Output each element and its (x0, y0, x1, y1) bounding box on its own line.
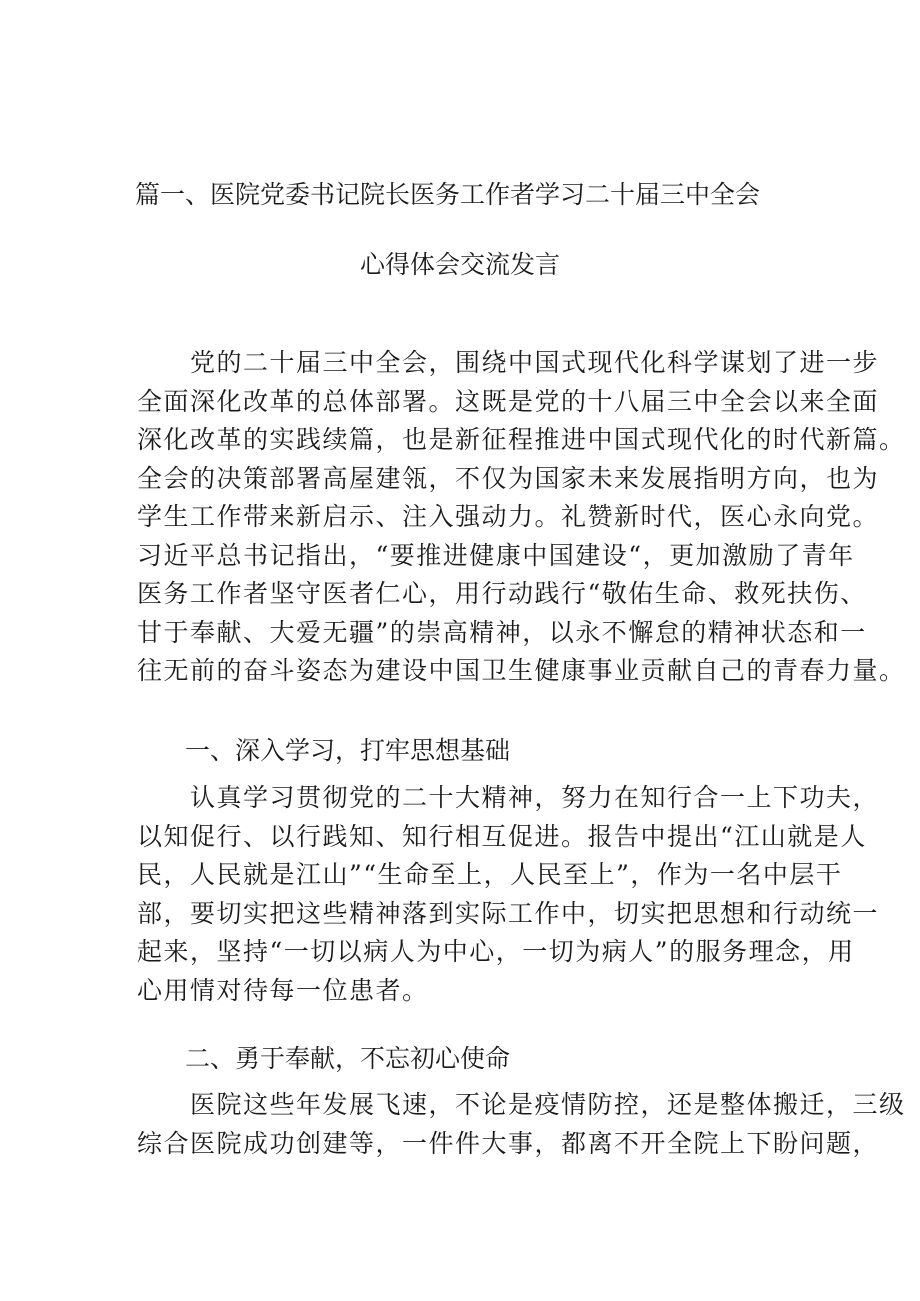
paragraph-line: 深化改革的实践续篇，也是新征程推进中国式现代化的时代新篇。 (137, 425, 906, 454)
paragraph-line: 全面深化改革的总体部署。这既是党的十八届三中全会以来全面 (137, 386, 880, 416)
paragraph-line: 甘于奉献、大爱无疆”的崇高精神，以永不懈怠的精神状态和一 (137, 617, 867, 647)
document-title-line-2: 心得体会交流发言 (359, 250, 560, 279)
paragraph-section-1 (137, 779, 880, 1010)
paragraph-line: 全会的决策部署高屋建瓴，不仅为国家未来发展指明方向，也为 (137, 463, 880, 493)
paragraph-line: 医务工作者坚守医者仁心，用行动践行“敬佑生命、救死扶伤、 (137, 579, 867, 608)
paragraph-intro (137, 344, 906, 691)
paragraph-section-2 (137, 1086, 906, 1163)
paragraph-line: 以知促行、以行践知、知行相互促进。报告中提出“江山就是人 (137, 821, 867, 851)
paragraph-line: 往无前的奋斗姿态为建设中国卫生健康事业贡献自己的青春力量。 (137, 656, 906, 685)
paragraph-line: 部，要切实把这些精神落到实际工作中，切实把思想和行动统一 (137, 898, 880, 928)
paragraph-line: 起来，坚持“一切以病人为中心，一切为病人”的服务理念，用 (137, 937, 855, 966)
paragraph-line: 医院这些年发展飞速，不论是疫情防控，还是整体搬迁，三级 (137, 1090, 906, 1119)
section-heading-2: 二、勇于奉献，不忘初心使命 (185, 1044, 511, 1073)
paragraph-line: 习近平总书记指出，“要推进健康中国建设“，更加激励了青年 (137, 540, 855, 570)
section-heading-1: 一、深入学习，打牢思想基础 (185, 736, 511, 765)
document-title-line-1: 篇一、医院党委书记院长医务工作者学习二十届三中全会 (135, 180, 761, 209)
paragraph-line: 民，人民就是江山”“生命至上，人民至上”，作为一名中层干 (137, 860, 843, 889)
paragraph-line: 心用情对待每一位患者。 (137, 975, 429, 1005)
paragraph-line: 认真学习贯彻党的二十大精神，努力在知行合一上下功夫， (137, 783, 880, 812)
paragraph-line: 党的二十届三中全会，围绕中国式现代化科学谋划了进一步 (137, 348, 880, 377)
paragraph-line: 学生工作带来新启示、注入强动力。礼赞新时代，医心永向党。 (137, 502, 880, 531)
paragraph-line: 综合医院成功创建等，一件件大事，都离不开全院上下盼问题， (137, 1128, 880, 1158)
